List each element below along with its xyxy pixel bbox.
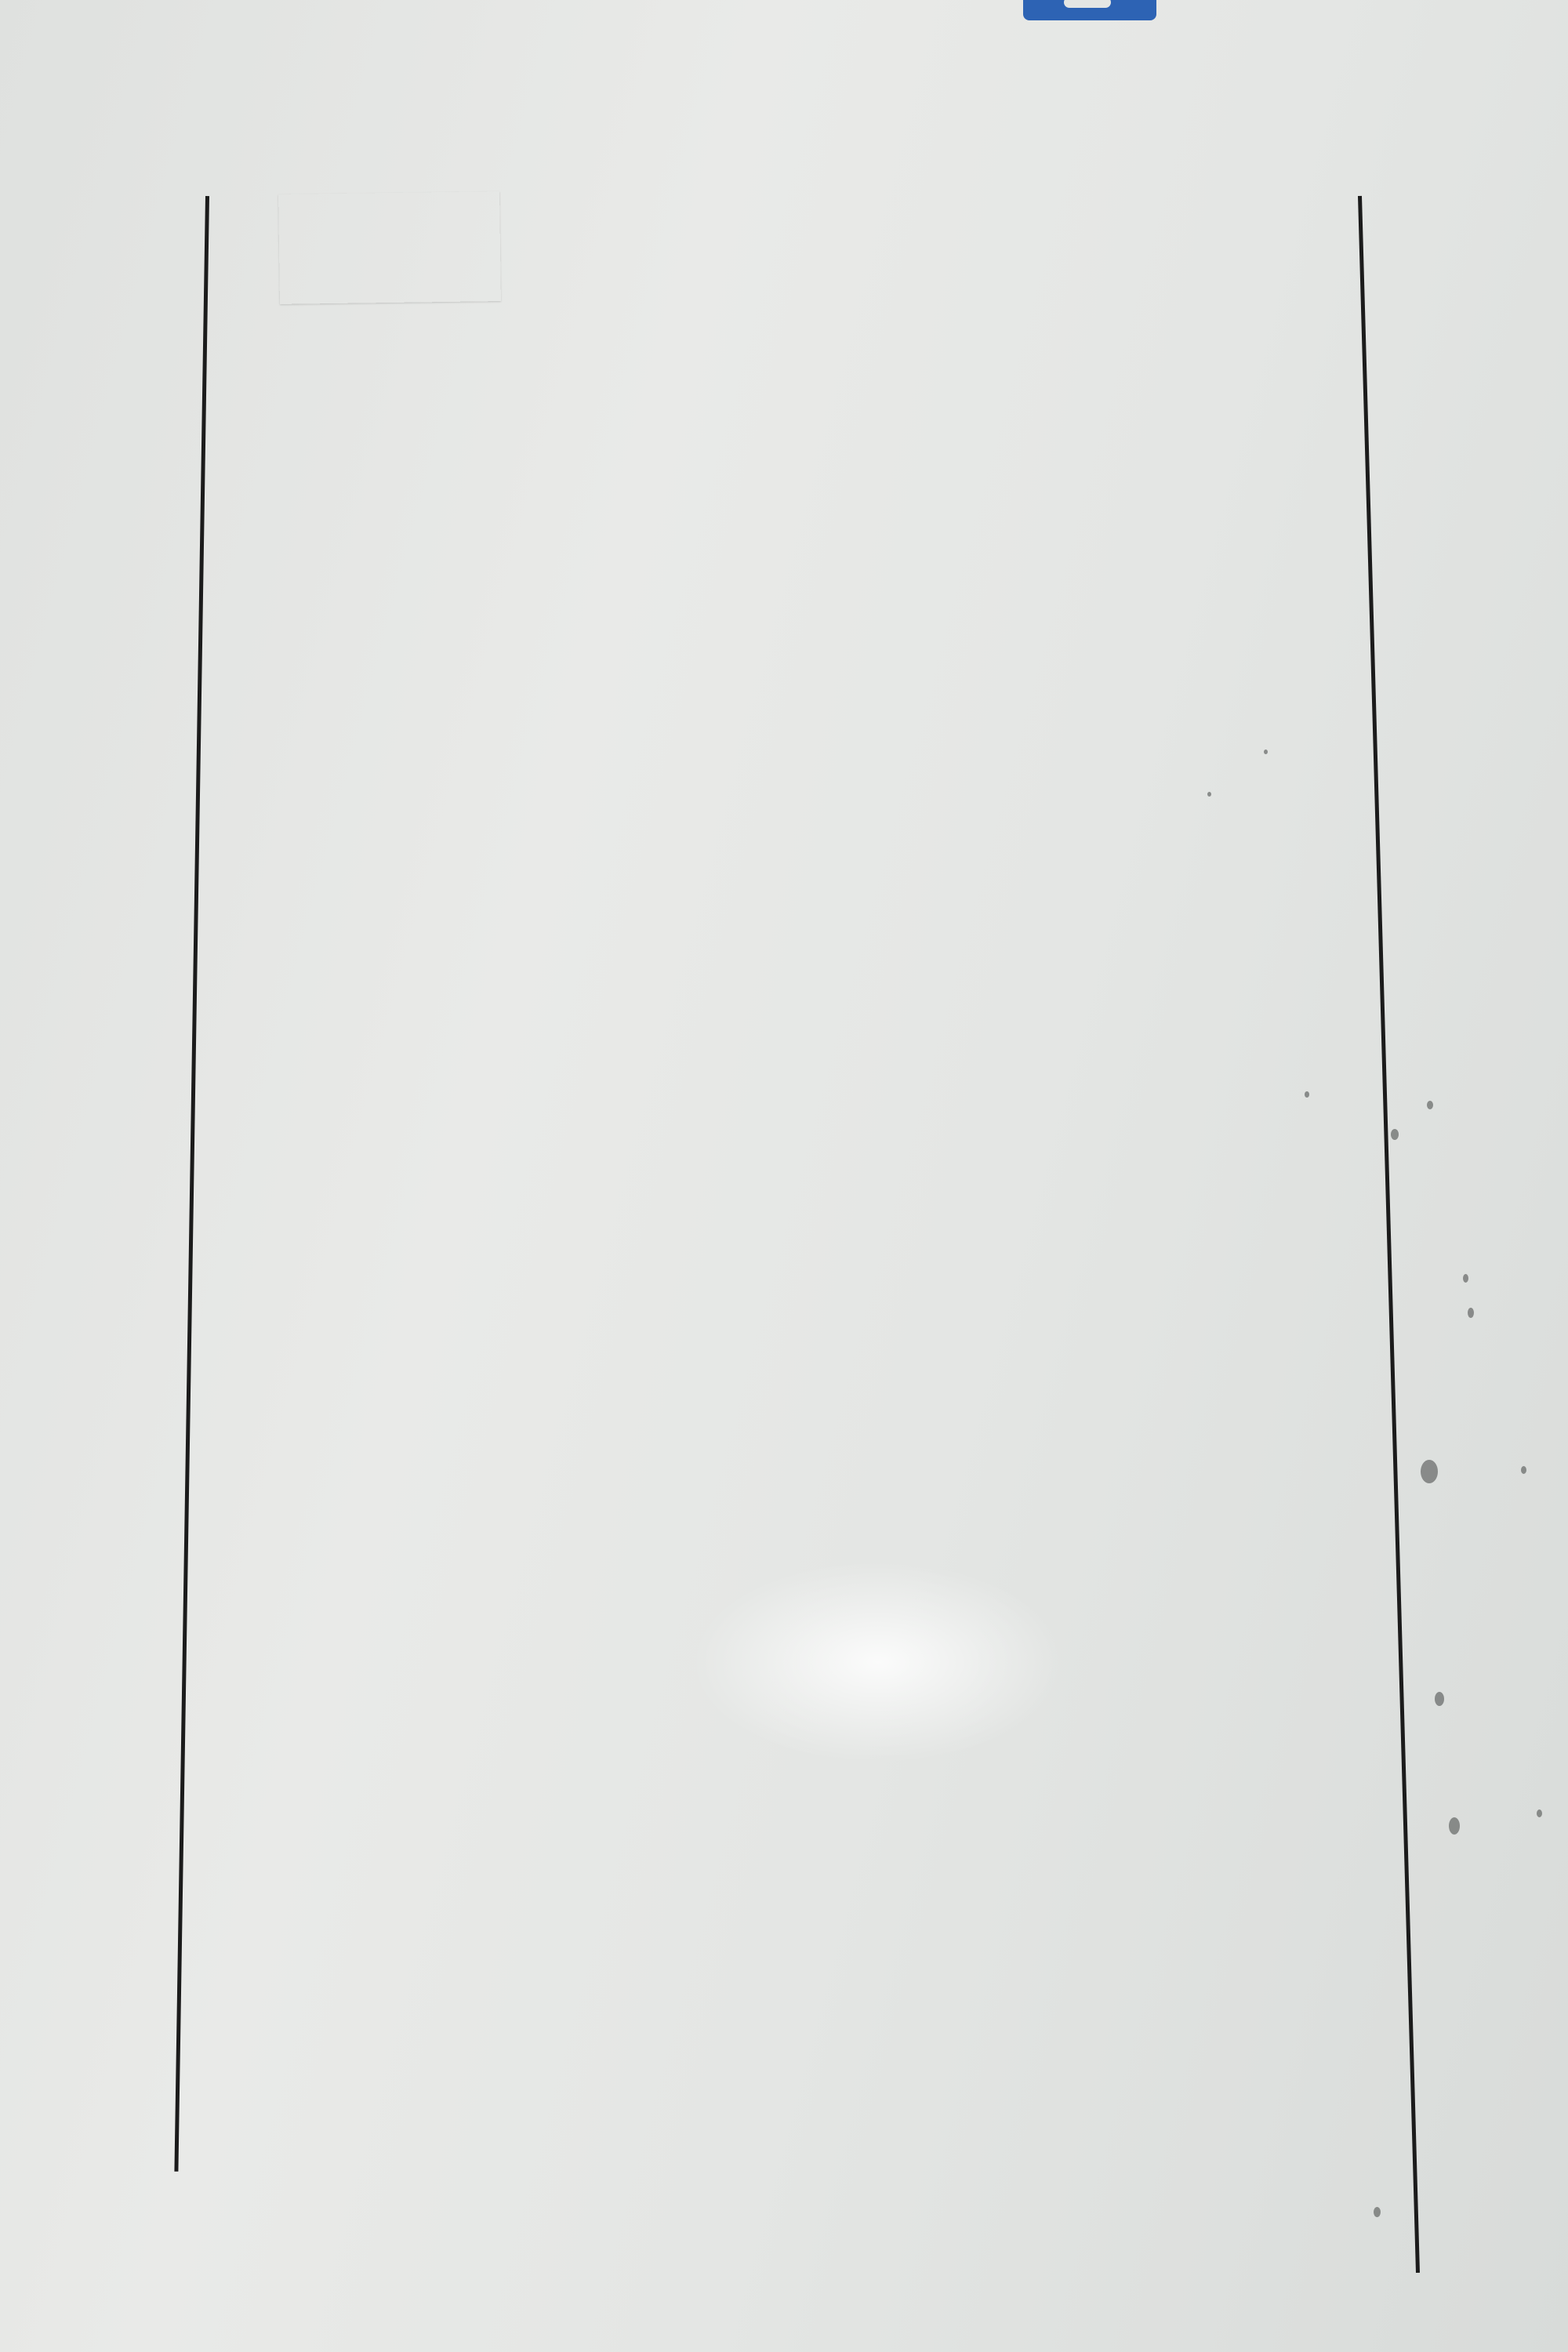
speck xyxy=(1449,1817,1460,1835)
speck xyxy=(1463,1274,1468,1283)
speck xyxy=(1391,1129,1399,1140)
flag-band-blue xyxy=(278,194,354,304)
flag-band-white xyxy=(352,192,427,303)
french-flag xyxy=(278,191,501,304)
company-logo-icon xyxy=(1023,0,1156,20)
right-divider-line xyxy=(1358,196,1420,2273)
speck xyxy=(1537,1809,1542,1817)
speck xyxy=(1421,1460,1438,1483)
speck xyxy=(1521,1466,1526,1474)
speck xyxy=(1435,1692,1444,1706)
speck xyxy=(1207,792,1211,797)
speck xyxy=(1305,1091,1309,1098)
speck xyxy=(1374,2207,1381,2217)
flag-band-red xyxy=(426,191,501,302)
light-reflection xyxy=(690,1560,1066,1764)
speck xyxy=(1468,1308,1474,1318)
speck xyxy=(1264,750,1268,754)
speck xyxy=(1427,1101,1433,1109)
left-divider-line xyxy=(174,196,209,2172)
